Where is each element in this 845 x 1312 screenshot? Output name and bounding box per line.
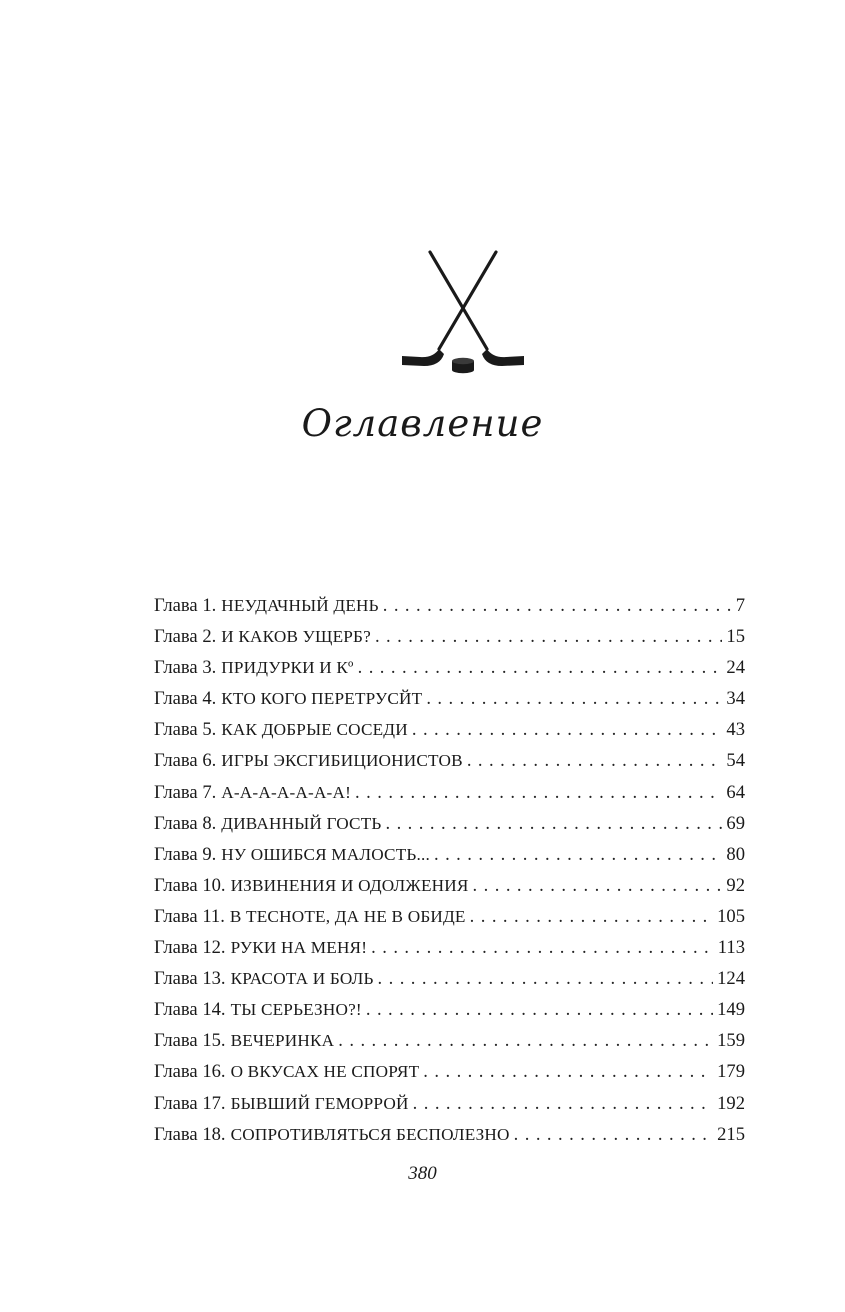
toc-entry (154, 901, 745, 932)
toc-entry (154, 1025, 745, 1056)
toc-chapter-title: НУ ОШИБСЯ МАЛОСТЬ... (221, 844, 430, 864)
toc-chapter-title: НЕУДАЧНЫЙ ДЕНЬ (221, 596, 379, 615)
toc-dot-leader (412, 714, 723, 745)
toc-dot-leader (375, 621, 722, 652)
toc-dot-leader (434, 839, 722, 870)
toc-chapter-number: Глава 12. (154, 937, 226, 959)
toc-chapter-title: ИГРЫ ЭКСГИБИЦИОНИСТОВ (221, 751, 463, 771)
toc-chapter-number: Глава 7. (154, 781, 217, 803)
toc-chapter-number: Глава 16. (154, 1061, 226, 1083)
toc-chapter-number: Глава 5. (154, 719, 217, 741)
toc-chapter-heading (154, 808, 381, 839)
toc-page-number: 105 (717, 905, 745, 927)
toc-entry (154, 590, 745, 621)
toc-entry (154, 714, 745, 745)
toc-chapter-number: Глава 2. (154, 626, 217, 648)
toc-chapter-heading (154, 745, 463, 776)
toc-chapter-title: КТО КОГО ПЕРЕТРУСЙТ (221, 689, 423, 709)
toc-chapter-heading (154, 683, 422, 714)
toc-entry (154, 808, 745, 839)
toc-chapter-heading (154, 994, 362, 1025)
toc-page-number: 159 (717, 1030, 745, 1052)
toc-dot-leader (358, 652, 723, 683)
toc-dot-leader (355, 777, 722, 808)
toc-dot-leader (385, 808, 722, 839)
toc-entry (154, 994, 745, 1025)
toc-chapter-number: Глава 11. (154, 905, 225, 927)
toc-dot-leader (383, 590, 732, 621)
toc-entry (154, 652, 745, 683)
toc-page-number: 192 (717, 1092, 745, 1114)
toc-chapter-number: Глава 13. (154, 968, 226, 990)
toc-chapter-title: ПРИДУРКИ И Кº (221, 658, 354, 678)
toc-entry (154, 777, 745, 808)
toc-page-number: 43 (726, 719, 745, 741)
toc-chapter-number: Глава 10. (154, 874, 226, 896)
toc-entry (154, 870, 745, 901)
toc-chapter-heading (154, 1056, 419, 1087)
toc-chapter-number: Глава 1. (154, 595, 217, 616)
toc-page-number: 24 (726, 657, 745, 679)
toc-dot-leader (378, 963, 714, 994)
toc-page-number: 80 (726, 843, 745, 865)
toc-dot-leader (413, 1088, 713, 1119)
toc-chapter-title: ДИВАННЫЙ ГОСТЬ (221, 813, 382, 833)
toc-page-number: 124 (717, 968, 745, 990)
toc-chapter-title: СОПРОТИВЛЯТЬСЯ БЕСПОЛЕЗНО (230, 1124, 510, 1144)
toc-chapter-title: ИЗВИНЕНИЯ И ОДОЛЖЕНИЯ (230, 875, 469, 895)
toc-dot-leader (514, 1119, 713, 1150)
toc-chapter-heading (154, 963, 374, 994)
toc-page-number: 7 (735, 595, 745, 616)
toc-chapter-number: Глава 18. (154, 1123, 226, 1145)
toc-chapter-number: Глава 4. (154, 688, 217, 710)
toc-page-number: 215 (717, 1123, 745, 1145)
toc-page-number: 92 (726, 874, 745, 896)
crossed-hockey-sticks-and-puck-icon (398, 246, 528, 378)
toc-chapter-heading (154, 870, 469, 901)
toc-entry (154, 932, 745, 963)
toc-entry (154, 683, 745, 714)
toc-dot-leader (426, 683, 722, 714)
toc-chapter-heading (154, 590, 379, 621)
toc-chapter-title: А-А-А-А-А-А-А! (221, 782, 352, 802)
toc-chapter-title: РУКИ НА МЕНЯ! (230, 938, 368, 958)
toc-chapter-title: ТЫ СЕРЬЕЗНО?! (230, 1000, 362, 1020)
toc-entry (154, 1088, 745, 1119)
toc-entry (154, 963, 745, 994)
toc-chapter-title: И КАКОВ УЩЕРБ? (221, 627, 371, 647)
toc-chapter-number: Глава 15. (154, 1030, 226, 1052)
page-number: 380 (408, 1163, 437, 1184)
toc-entry (154, 839, 745, 870)
toc-chapter-heading (154, 652, 354, 683)
toc-page-number: 113 (717, 937, 745, 959)
toc-chapter-title: ВЕЧЕРИНКА (230, 1031, 335, 1051)
toc-page-number: 64 (726, 781, 745, 803)
toc-dot-leader (371, 932, 714, 963)
toc-dot-leader (470, 901, 713, 932)
toc-chapter-heading (154, 1119, 510, 1150)
toc-chapter-number: Глава 17. (154, 1092, 226, 1114)
toc-dot-leader (338, 1025, 713, 1056)
toc-chapter-heading (154, 1088, 409, 1119)
toc-dot-leader (473, 870, 723, 901)
toc-chapter-title: КАК ДОБРЫЕ СОСЕДИ (221, 720, 408, 740)
toc-page-number: 69 (726, 812, 745, 834)
toc-page-number: 54 (726, 750, 745, 772)
toc-title: Оглавление (301, 402, 544, 445)
toc-entry (154, 745, 745, 776)
toc-chapter-heading (154, 932, 367, 963)
toc-page-number: 149 (717, 999, 745, 1021)
toc-page-number: 15 (726, 626, 745, 648)
toc-chapter-title: В ТЕСНОТЕ, ДА НЕ В ОБИДЕ (229, 906, 466, 926)
toc-chapter-number: Глава 3. (154, 657, 217, 679)
toc-chapter-number: Глава 8. (154, 812, 217, 834)
toc-chapter-number: Глава 9. (154, 843, 217, 865)
toc-chapter-number: Глава 14. (154, 999, 226, 1021)
toc-chapter-heading (154, 839, 430, 870)
toc-chapter-title: БЫВШИЙ ГЕМОРРОЙ (230, 1093, 409, 1113)
toc-chapter-number: Глава 6. (154, 750, 217, 772)
toc-chapter-title: О ВКУСАХ НЕ СПОРЯТ (230, 1062, 420, 1082)
toc-page-number: 179 (717, 1061, 745, 1083)
toc-dot-leader (366, 994, 713, 1025)
toc-chapter-heading (154, 777, 351, 808)
toc-chapter-heading (154, 1025, 334, 1056)
toc-dot-leader (423, 1056, 713, 1087)
table-of-contents (154, 590, 745, 1150)
toc-dot-leader (467, 745, 723, 776)
toc-chapter-heading (154, 714, 408, 745)
toc-page-number: 34 (726, 688, 745, 710)
toc-entry (154, 621, 745, 652)
toc-chapter-title: КРАСОТА И БОЛЬ (230, 969, 374, 989)
toc-chapter-heading (154, 901, 466, 932)
toc-entry (154, 1119, 745, 1150)
toc-entry (154, 1056, 745, 1087)
toc-chapter-heading (154, 621, 371, 652)
